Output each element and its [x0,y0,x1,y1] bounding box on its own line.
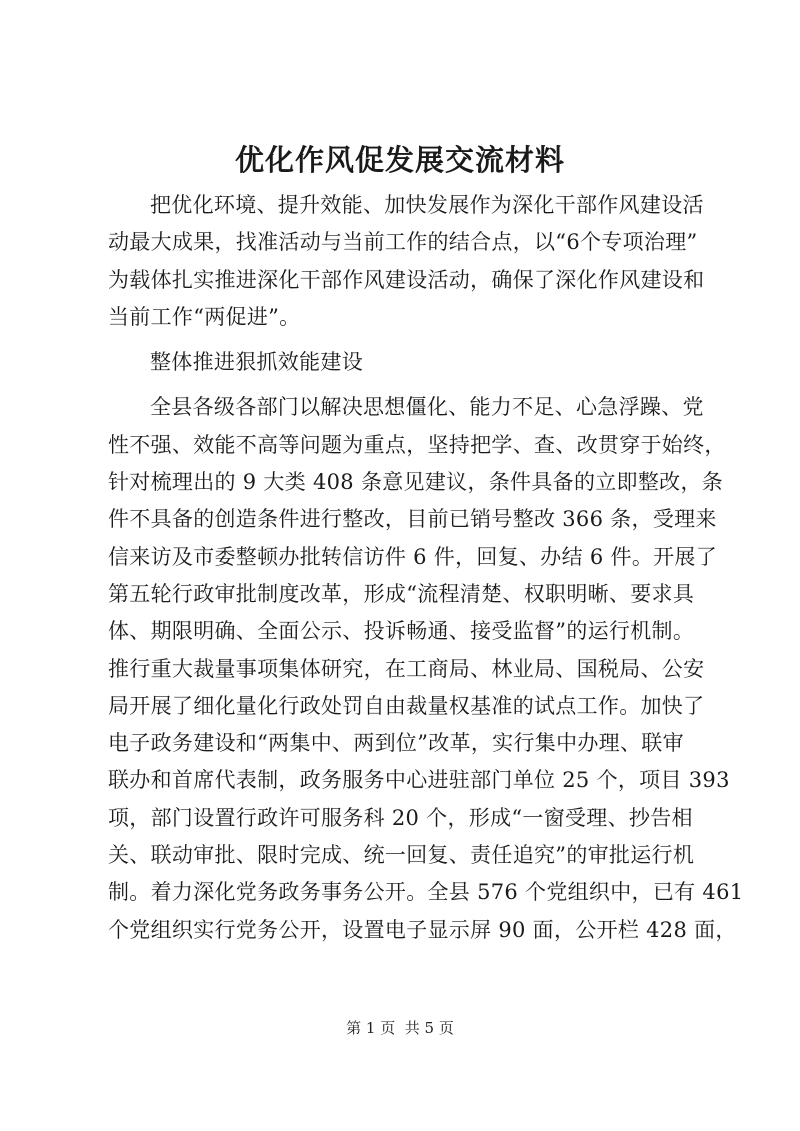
paragraph-2-line: 第五轮行政审批制度改革，形成“流程清楚、权职明晰、要求具 [108,581,695,606]
paragraph-1-line: 为载体扎实推进深化干部作风建设活动，确保了深化作风建设和 [108,267,705,292]
document-body [108,187,744,949]
paragraph-2-line: 关、联动审批、限时完成、统一回复、责任追究”的审批运行机 [108,843,695,868]
paragraph-1-line: 动最大成果，找准活动与当前工作的结合点，以“6个专项治理” [108,230,698,255]
paragraph-2-line: 局开展了细化量化行政处罚自由裁量权基准的试点工作。加快了 [108,693,705,718]
paragraph-1-line: 把优化环境、提升效能、加快发展作为深化干部作风建设活 [150,193,704,217]
paragraph-2-line: 体、期限明确、全面公示、投诉畅通、接受监督”的运行机制。 [108,619,695,644]
paragraph-1-line: 当前工作“两促进”。 [108,304,301,329]
paragraph-2-line: 全县各级各部门以解决思想僵化、能力不足、心急浮躁、党 [150,395,704,420]
paragraph-2-line: 项，部门设置行政许可服务科 20 个，形成“一窗受理、抄告相 [108,805,693,830]
paragraph-2-line: 信来访及市委整顿办批转信访件 6 件，回复、办结 6 件。开展了 [108,544,718,569]
paragraph-2-line: 联办和首席代表制，政务服务中心进驻部门单位 25 个，项目 393 [108,768,730,793]
paragraph-2-line: 电子政务建设和“两集中、两到位”改革，实行集中办理、联审 [108,731,684,756]
paragraph-2-line: 性不强、效能不高等问题为重点，坚持把学、查、改贯穿于始终， [108,432,726,457]
document-title: 优化作风促发展交流材料 [234,143,565,177]
section-heading: 整体推进狠抓效能建设 [150,350,363,375]
page-number-footer: 第 1 页 共 5 页 [346,1019,454,1037]
paragraph-2-line: 推行重大裁量事项集体研究，在工商局、林业局、国税局、公安 [108,656,705,681]
paragraph-2-line: 针对梳理出的 9 大类 408 条意见建议，条件具备的立即整改，条 [108,470,724,495]
paragraph-2-line: 个党组织实行党务公开，设置电子显示屏 90 面，公开栏 428 面， [108,917,737,942]
paragraph-2-line: 制。着力深化党务政务事务公开。全县 576 个党组织中，已有 461 [108,880,744,905]
paragraph-2-line: 件不具备的创造条件进行整改，目前已销号整改 366 条，受理来 [108,507,717,532]
